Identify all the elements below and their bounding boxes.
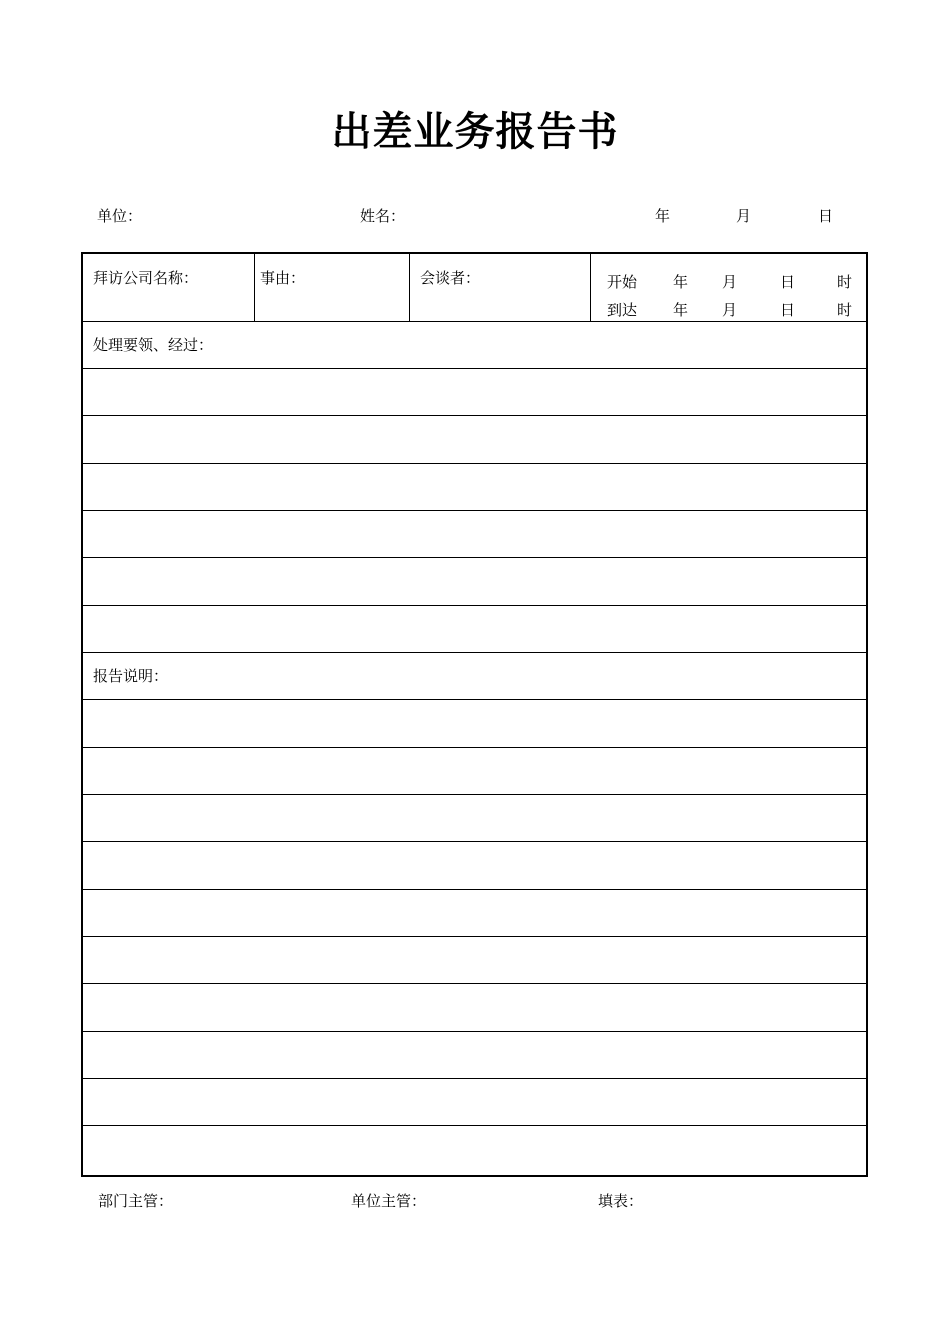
interviewee-label: 会谈者：: [420, 269, 481, 287]
divider: [83, 463, 866, 464]
dept-head-label: 部门主管：: [98, 1192, 174, 1210]
arrive-day: 日: [780, 301, 796, 319]
arrive-month: 月: [722, 301, 738, 319]
start-hour: 时: [837, 273, 853, 291]
name-label: 姓名：: [360, 207, 406, 225]
company-label: 拜访公司名称：: [93, 269, 199, 287]
interviewee-cell[interactable]: [410, 254, 591, 322]
report-label: 报告说明：: [93, 667, 169, 685]
header-year: 年: [655, 207, 671, 225]
divider: [83, 841, 866, 842]
divider: [83, 415, 866, 416]
divider: [83, 1078, 866, 1079]
start-day: 日: [780, 273, 796, 291]
filler-label: 填表：: [598, 1192, 644, 1210]
divider: [83, 557, 866, 558]
company-cell[interactable]: [83, 254, 255, 322]
reason-cell[interactable]: [255, 254, 410, 322]
divider: [83, 1031, 866, 1032]
divider: [83, 936, 866, 937]
time-cell[interactable]: [591, 254, 868, 322]
header-day: 日: [818, 207, 834, 225]
unit-head-label: 单位主管：: [351, 1192, 427, 1210]
divider: [83, 889, 866, 890]
process-label: 处理要领、经过：: [93, 336, 214, 354]
start-month: 月: [722, 273, 738, 291]
header-month: 月: [736, 207, 752, 225]
divider: [83, 321, 866, 322]
divider: [83, 368, 866, 369]
divider: [83, 794, 866, 795]
start-label: 开始: [607, 273, 638, 291]
divider: [83, 1125, 866, 1126]
unit-label: 单位：: [97, 207, 143, 225]
arrive-year: 年: [673, 301, 689, 319]
start-year: 年: [673, 273, 689, 291]
divider: [83, 699, 866, 700]
divider: [83, 510, 866, 511]
report-form-table: [81, 252, 868, 1177]
divider: [83, 983, 866, 984]
divider: [83, 652, 866, 653]
arrive-hour: 时: [837, 301, 853, 319]
divider: [83, 605, 866, 606]
arrive-label: 到达: [607, 301, 638, 319]
reason-label: 事由：: [260, 269, 306, 287]
page-title: 出差业务报告书: [331, 109, 619, 155]
divider: [83, 747, 866, 748]
